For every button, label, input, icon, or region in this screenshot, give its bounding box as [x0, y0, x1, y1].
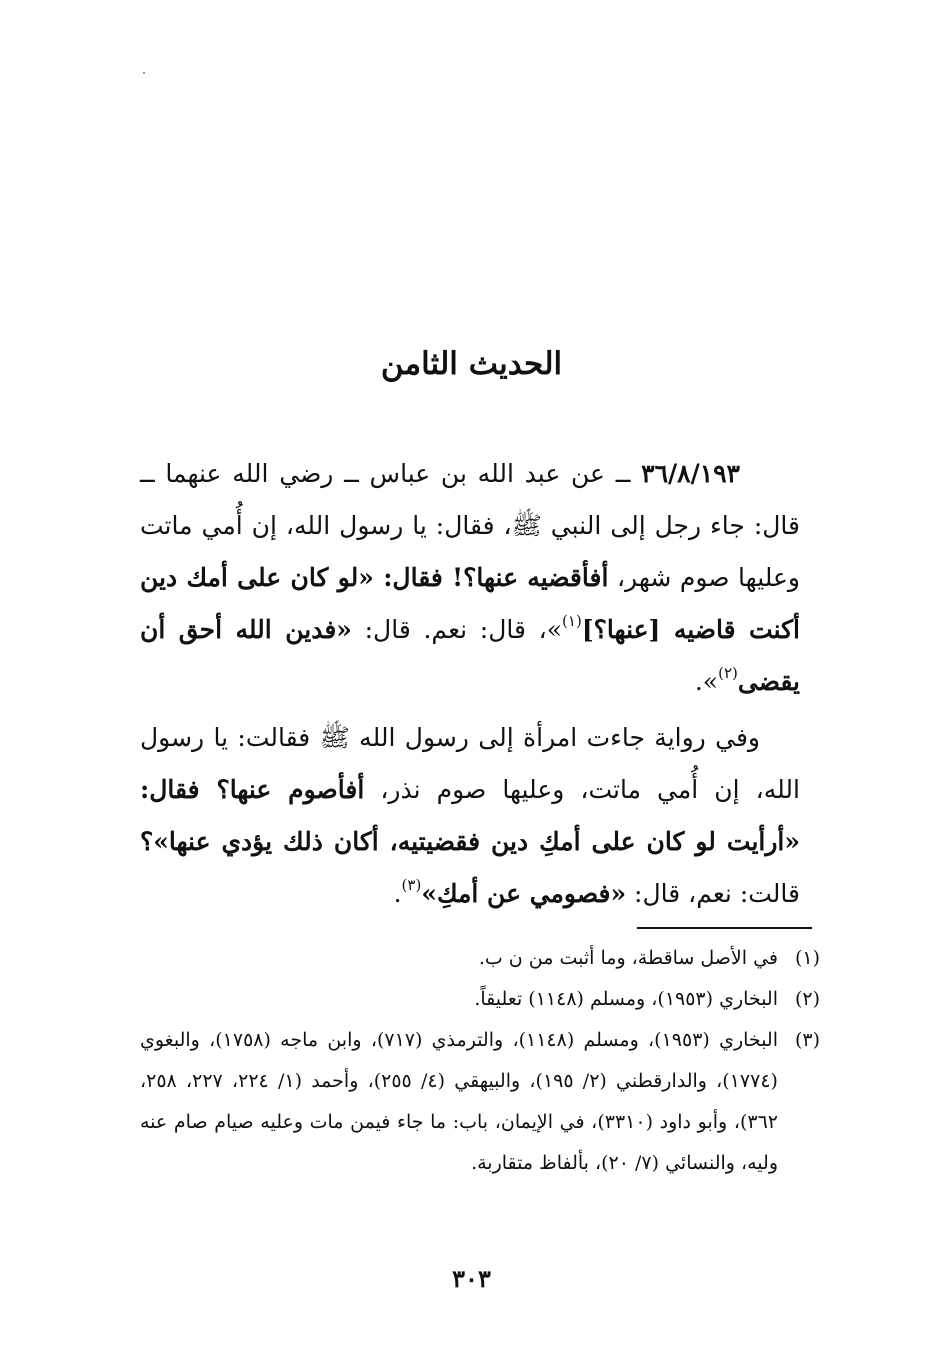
page-number: ٣٠٣: [452, 1264, 491, 1293]
hadith-text: .: [393, 879, 402, 908]
hadith-text: ــ عن عبد الله بن عباس ــ رضي الله عنهما ــ قال: جاء رجل إلى النبي ﷺ، فقال: يا رسول الله، إن أُمي ماتت وعليها صوم شهر،: [140, 459, 801, 592]
hadith-text: ».: [694, 667, 719, 696]
footnote-divider: [637, 927, 812, 929]
footnote-number: (١): [794, 947, 820, 969]
footnote-text: في الأصل ساقطة، وما أثبت من ن ب.: [478, 947, 778, 969]
hadith-quote: «فدين الله أحق أن يقضى: [140, 615, 800, 696]
hadith-paragraph-1: [140, 448, 800, 708]
footnote-ref-3[interactable]: (٣): [401, 876, 422, 894]
hadith-question: أفأقضيه عنها؟! فقال: «لو كان على أمك دين أكنت قاضيه [عنها؟]: [140, 563, 800, 644]
hadith-text: قالت: نعم، قال:: [626, 879, 800, 908]
footnote-ref-2[interactable]: (٢): [718, 664, 738, 682]
hadith-text: »، قال: نعم. قال:: [351, 615, 563, 644]
hadith-paragraph-2: [140, 712, 800, 920]
hadith-text: وفي رواية جاءت امرأة إلى رسول الله ﷺ فقالت: يا رسول الله، إن أُمي ماتت، وعليها صوم نذر،: [140, 723, 800, 804]
footnote-2: [140, 979, 820, 1020]
footnote-text: البخاري (١٩٥٣)، ومسلم (١١٤٨) تعليقاً.: [474, 988, 778, 1010]
chapter-title: الحديث الثامن: [380, 345, 563, 382]
footnote-1: [140, 938, 820, 979]
footnote-number: (٣): [794, 1029, 820, 1051]
footnote-text: البخاري (١٩٥٣)، ومسلم (١١٤٨)، والترمذي (٧١٧)، وابن ماجه (١٧٥٨)، والبغوي (١٧٧٤)، والدارقطني (٢/ ١٩٥)، والبيهقي (٤/ ٢٥٥)، وأحمد (١/ ٢٢٤، ٢٢٧، ٢٥٨، ٣٦٢)، وأبو داود (٣٣١٠)، في الإيمان، باب: ما جاء فيمن مات وعليه صيام صام عنه وليه، والنسائي (٧/ ٢٠)، بألفاظ متقاربة.: [140, 1029, 778, 1174]
hadith-number: ٣٦/٨/١٩٣: [641, 459, 740, 488]
footnote-ref-1[interactable]: (١): [562, 612, 582, 630]
scan-speck: [143, 72, 145, 74]
footnote-number: (٢): [794, 988, 820, 1010]
footnotes: [140, 938, 820, 1184]
footnote-3: [140, 1020, 820, 1184]
hadith-question: أفأصوم عنها؟ فقال: «أرأيت لو كان على أمكِ دين فقضيتيه، أكان ذلك يؤدي عنها»؟: [140, 775, 800, 856]
hadith-body: [140, 448, 800, 924]
hadith-quote: «فصومي عن أمكِ»: [421, 879, 627, 908]
